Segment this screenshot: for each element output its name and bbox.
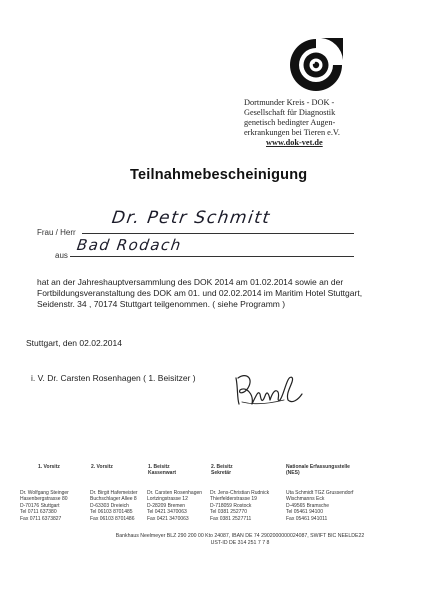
board-role-title: 1. Beisitz: [148, 464, 170, 470]
board-member-fax: Fax 0421 3470063: [147, 515, 189, 522]
place-line: [70, 256, 354, 257]
vat-id: UST-ID DE 314 251 7 7 8: [210, 540, 270, 546]
name-line: [82, 233, 354, 234]
dok-eye-logo-icon: [287, 36, 345, 94]
place-and-date: Stuttgart, den 02.02.2014: [26, 338, 122, 348]
board-role-2: [148, 464, 176, 476]
document-title: Teilnahmebescheinigung: [130, 167, 308, 183]
board-role-title: 2. Vorsitz: [91, 464, 113, 470]
board-role-subtitle: Kassenwart: [148, 470, 177, 476]
board-member-city: D-70176 Stuttgart: [20, 502, 60, 509]
name-label: Frau / Herr: [37, 228, 76, 237]
board-member-0: [20, 490, 69, 522]
board-member-fax: Fax 05461 941011: [286, 515, 328, 522]
attendance-statement: [37, 277, 397, 310]
bank-line: Bankhaus Neelmeyer BLZ 290 200 00 Kto 24087, IBAN DE 74 2902000000024087, SWIFT BIC NEELDE22: [115, 533, 365, 539]
board-member-2: [147, 490, 202, 522]
board-member-city: D-718059 Rostock: [210, 502, 252, 509]
place-label: aus: [55, 251, 68, 260]
handwritten-place: Bad Rodach: [75, 236, 184, 254]
board-member-name: Dr. Birgit Hafemeister: [90, 490, 138, 496]
board-member-tel: Tel 05461 94100: [286, 509, 323, 516]
board-role-subtitle: Sekretär: [211, 470, 232, 476]
board-member-1: [90, 490, 138, 522]
board-member-street: Thierfelderstrasse 19: [210, 496, 257, 503]
board-member-street: Lortzingstrasse 12: [147, 496, 188, 503]
society-website-link[interactable]: www.dok-vet.de: [266, 138, 323, 147]
signer-name: i. V. Dr. Carsten Rosenhagen ( 1. Beisitzer ): [31, 373, 196, 383]
board-member-street: Buchschlager Allee 8: [90, 496, 137, 503]
board-member-city: D-63303 Dreieich: [90, 502, 129, 509]
society-subtitle-3: erkrankungen bei Tieren e.V.: [244, 128, 340, 137]
board-member-tel: Tel 0381 252770: [210, 509, 247, 516]
board-member-name: Dr. Carsten Rosenhagen: [147, 490, 203, 496]
board-role-1: [91, 464, 113, 470]
board-member-tel: Tel 0711 637380: [20, 509, 57, 516]
board-member-name: Uta Schmidt TGZ Grussendorf: [286, 490, 354, 496]
board-member-city: D-28209 Bremen: [147, 502, 186, 509]
statement-line-3: Seidenstr. 34 , 70174 Stuttgart teilgenommen. ( siehe Programm ): [37, 299, 286, 309]
board-member-tel: Tel 0421 3470063: [147, 509, 187, 516]
handwritten-name: Dr. Petr Schmitt: [110, 208, 273, 228]
board-member-city: D-49565 Bramsche: [286, 502, 330, 509]
board-member-3: [210, 490, 269, 522]
board-role-title: 2. Beisitz: [211, 464, 233, 470]
bank-details: [110, 533, 370, 547]
board-role-subtitle: (NES): [286, 470, 300, 476]
board-member-fax: Fax 0711 6373827: [20, 515, 62, 522]
board-role-0: [38, 464, 60, 470]
board-member-name: Dr. Jens-Christian Rudnick: [210, 490, 270, 496]
board-member-street: Wischmanns Eck: [286, 496, 325, 503]
society-name: Dortmunder Kreis - DOK -: [244, 98, 335, 107]
board-member-fax: Fax 0381 2527711: [210, 515, 252, 522]
society-info: [244, 98, 354, 148]
board-role-4: [286, 464, 350, 476]
handwritten-signature: [228, 364, 308, 414]
board-member-4: [286, 490, 353, 522]
board-member-fax: Fax 06103 8701486: [90, 515, 135, 522]
board-member-street: Hasenbergstrasse 80: [20, 496, 68, 503]
board-member-name: Dr. Wolfgang Steinger: [20, 490, 69, 496]
board-member-tel: Tel 06103 8701485: [90, 509, 133, 516]
statement-line-2: Fortbildungsveranstaltung des DOK am 01. und 02.02.2014 im Maritim Hotel Stuttgart,: [37, 288, 363, 298]
society-subtitle-1: Gesellschaft für Diagnostik: [244, 108, 336, 117]
board-role-3: [211, 464, 233, 476]
statement-line-1: hat an der Jahreshauptversammlung des DOK 2014 am 01.02.2014 sowie an der: [37, 277, 344, 287]
board-role-title: Nationale Erfassungsstelle: [286, 464, 350, 470]
board-role-title: 1. Vorsitz: [38, 464, 60, 470]
society-subtitle-2: genetisch bedingter Augen-: [244, 118, 336, 127]
